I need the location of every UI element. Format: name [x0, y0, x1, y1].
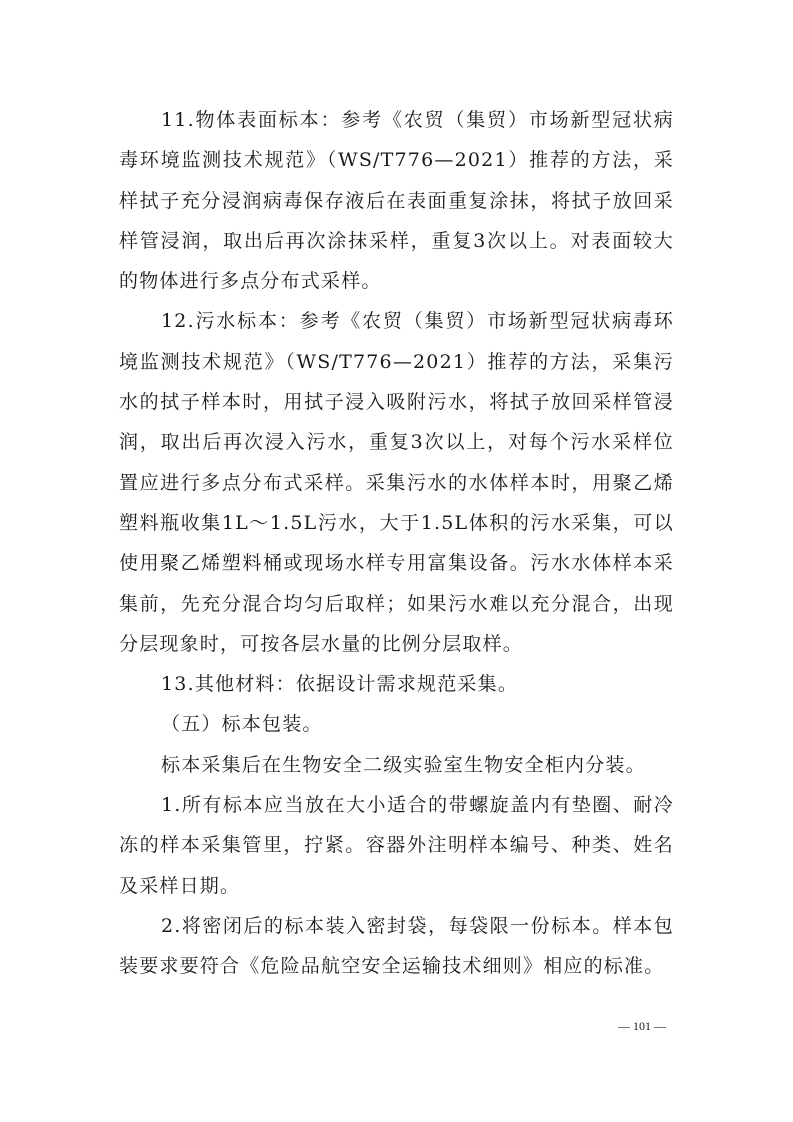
page-number: — 101 — — [618, 1019, 666, 1033]
paragraph-sewage-specimen: 12.污水标本：参考《农贸（集贸）市场新型冠状病毒环境监测技术规范》（WS/T776—2021）推荐的方法，采集污水的拭子样本时，用拭子浸入吸附污水，将拭子放回采样管浸润，取出后再次浸入污水，重复3次以上，对每个污水采样位置应进行多点分布式采样。采集污水的水体样本时，用聚乙烯塑料瓶收集1L～1.5L污水，大于1.5L体积的污水采集，可以使用聚乙烯塑料桶或现场水样专用富集设备。污水水体样本采集前，先充分混合均匀后取样；如果污水难以充分混合，出现分层现象时，可按各层水量的比例分层取样。 — [119, 310, 674, 655]
document-body — [119, 100, 674, 987]
paragraph-packaging-item-1: 1.所有标本应当放在大小适合的带螺旋盖内有垫圈、耐冷冻的样本采集管里，拧紧。容器外注明样本编号、种类、姓名及采样日期。 — [119, 794, 674, 897]
section-heading-packaging: （五）标本包装。 — [161, 713, 323, 736]
paragraph-packaging-item-2: 2.将密闭后的标本装入密封袋，每袋限一份标本。样本包装要求要符合《危险品航空安全运输技术细则》相应的标准。 — [119, 914, 674, 978]
paragraph-packaging-intro: 标本采集后在生物安全二级实验室生物安全柜内分装。 — [161, 753, 646, 776]
paragraph-surface-specimen: 11.物体表面标本：参考《农贸（集贸）市场新型冠状病毒环境监测技术规范》（WS/T776—2021）推荐的方法，采样拭子充分浸润病毒保存液后在表面重复涂抹，将拭子放回采样管浸润，取出后再次涂抹采样，重复3次以上。对表面较大的物体进行多点分布式采样。 — [119, 109, 674, 293]
paragraph-other-materials: 13.其他材料：依据设计需求规范采集。 — [161, 673, 519, 696]
